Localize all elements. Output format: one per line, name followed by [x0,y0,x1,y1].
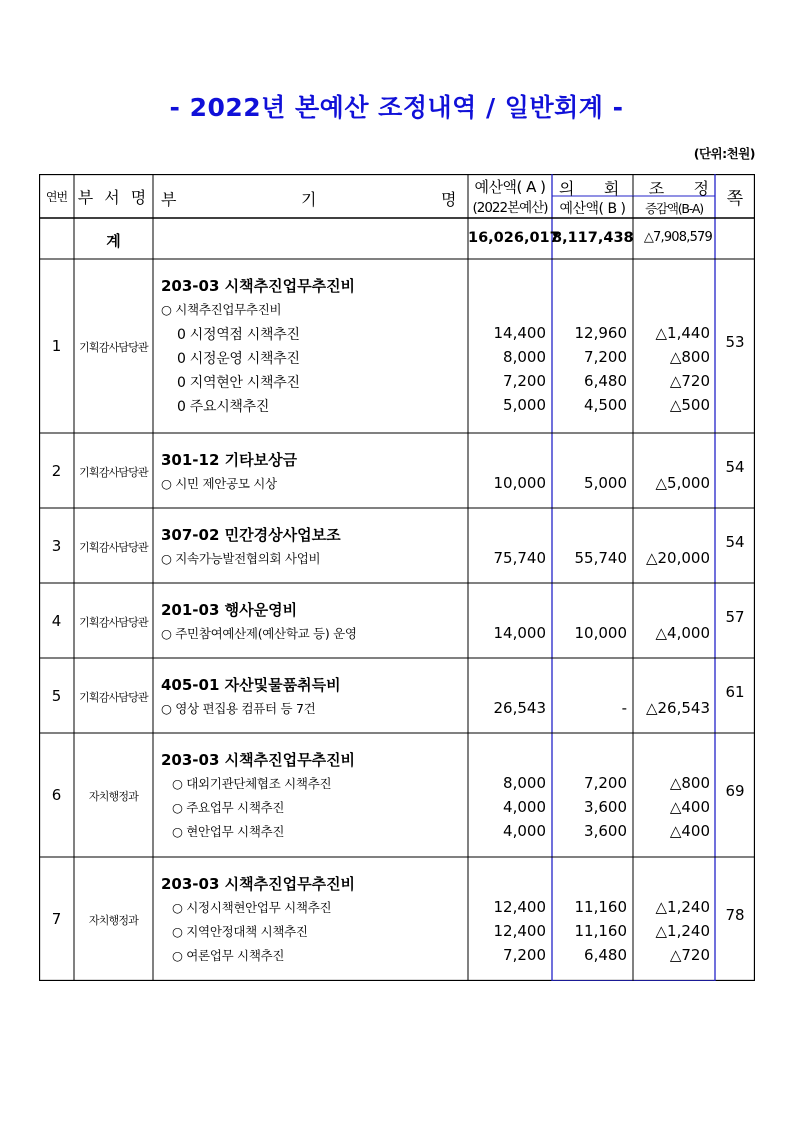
row-line-diff: △1,440 [655,324,710,342]
row-item-title: 405-01 자산및물품취득비 [161,676,341,694]
row-line-diff: △1,240 [655,898,710,916]
row-line-diff: △26,543 [645,699,710,717]
row-page: 54 [725,457,745,476]
row-no: 3 [51,536,62,555]
total-budget-b: 8,117,438 [552,230,634,246]
header-diff: 증감액(B-A) [645,201,703,216]
header-council-char: 조 [648,179,665,198]
row-line-label: ○ 주요업무 시책추진 [172,800,285,815]
row-no: 6 [51,786,62,804]
header-gi: 기 [301,190,317,209]
row-line-diff: △20,000 [645,549,710,567]
row-line-budget-a: 12,400 [493,922,546,940]
row-item-title: 203-03 시책추진업무추진비 [161,277,356,295]
row-line-diff: △800 [669,774,710,792]
row-line-diff: △720 [669,946,710,964]
row-line-budget-b: 11,160 [574,898,627,916]
row-line-budget-b: 6,480 [584,946,627,964]
row-dept: 기획감사담당관 [79,465,148,479]
row-line-label: 0 시정역점 시책추진 [177,327,300,343]
total-budget-a: 16,026,017 [468,230,560,246]
row-line-budget-a: 8,000 [503,774,546,792]
budget-table [39,174,755,981]
row-line-budget-a: 4,000 [503,798,546,816]
row-line-budget-b: 3,600 [584,798,627,816]
page-title: - 2022년 본예산 조정내역 / 일반회계 - [169,93,624,122]
header-council-char: 회 [603,179,620,198]
header-dept: 부 서 명 [77,187,150,207]
unit-label: (단위:천원) [693,146,755,161]
table-grid [39,174,755,981]
row-page: 78 [725,906,745,924]
row-line-budget-b: 55,740 [574,549,627,567]
row-dept: 자치행정과 [88,914,139,927]
row-item-title: 203-03 시책추진업무추진비 [161,875,356,893]
row-page: 57 [725,607,745,626]
total-diff: △7,908,579 [643,230,712,245]
row-page: 61 [725,682,745,701]
row-line-budget-a: 4,000 [503,822,546,840]
header-bu: 부 [161,190,177,209]
row-line-budget-a: 8,000 [503,348,546,366]
header-page: 쪽 [726,188,744,209]
header-council-char: 정 [693,179,709,198]
row-line-budget-b: 6,480 [584,372,627,390]
row-dept: 자치행정과 [88,790,139,803]
row-item-title: 201-03 행사운영비 [161,601,298,619]
header-budget-a: 예산액( A ) [474,178,546,196]
total-label: 계 [106,232,121,250]
row-line-budget-b: 7,200 [584,774,627,792]
row-dept: 기획감사담당관 [79,540,148,554]
row-line-budget-a: 7,200 [503,372,546,390]
row-line-label: ○ 시민 제안공모 시상 [161,476,277,491]
row-page: 54 [725,532,745,551]
row-line-diff: △500 [669,396,710,414]
row-line-label: ○ 대외기관단체협조 시책추진 [172,776,332,791]
row-line-label: ○ 시정시책현안업무 시책추진 [172,900,332,915]
header-budget-a-sub: (2022본예산) [472,200,548,216]
row-line-budget-b: 10,000 [574,624,627,642]
header-budget-b: 예산액( B ) [559,201,626,217]
row-line-budget-b: 12,960 [574,324,627,342]
row-page: 53 [725,333,745,351]
row-dept: 기획감사담당관 [79,690,148,704]
row-line-label: ○ 지역안정대책 시책추진 [172,924,308,939]
row-line-label: ○ 시책추진업무추진비 [161,302,282,317]
row-no: 1 [51,337,62,355]
row-line-budget-a: 75,740 [493,549,546,567]
row-line-diff: △400 [669,822,710,840]
header-council-char: 의 [559,179,575,198]
row-line-budget-b: - [621,699,627,717]
row-line-budget-b: 5,000 [584,474,627,492]
row-line-label: ○ 영상 편집용 컴퓨터 등 7건 [161,701,316,716]
row-item-title: 203-03 시책추진업무추진비 [161,751,356,769]
header-council [559,176,709,196]
row-dept: 기획감사담당관 [79,615,148,629]
row-item-title: 307-02 민간경상사업보조 [161,526,341,544]
row-line-diff: △400 [669,798,710,816]
row-line-label: 0 지역현안 시책추진 [177,375,300,391]
row-page: 69 [725,782,745,800]
row-line-budget-a: 26,543 [493,699,546,717]
row-line-budget-a: 10,000 [493,474,546,492]
row-line-budget-a: 14,400 [493,324,546,342]
row-no: 4 [51,611,62,630]
row-line-diff: △4,000 [655,624,710,642]
row-line-label: ○ 지속가능발전협의회 사업비 [161,551,321,566]
row-line-budget-a: 5,000 [503,396,546,414]
row-line-label: 0 주요시책추진 [177,399,270,415]
header-myeong: 명 [441,190,457,209]
row-line-diff: △800 [669,348,710,366]
row-line-label: ○ 주민참여예산제(예산학교 등) 운영 [161,626,357,641]
row-no: 2 [51,461,62,480]
row-line-label: ○ 현안업무 시책추진 [172,824,285,839]
row-no: 5 [51,686,62,705]
row-no: 7 [51,910,62,928]
row-line-budget-b: 3,600 [584,822,627,840]
row-line-budget-b: 11,160 [574,922,627,940]
row-line-label: ○ 여론업무 시책추진 [172,948,285,963]
row-line-label: 0 시정운영 시책추진 [177,351,300,367]
row-line-budget-b: 7,200 [584,348,627,366]
row-line-diff: △720 [669,372,710,390]
row-line-diff: △1,240 [655,922,710,940]
row-line-budget-a: 12,400 [493,898,546,916]
row-line-budget-b: 4,500 [584,396,627,414]
row-item-title: 301-12 기타보상금 [161,451,298,469]
row-line-budget-a: 14,000 [493,624,546,642]
row-dept: 기획감사담당관 [79,341,148,354]
header-no: 연번 [45,189,68,204]
row-line-diff: △5,000 [655,474,710,492]
row-line-budget-a: 7,200 [503,946,546,964]
